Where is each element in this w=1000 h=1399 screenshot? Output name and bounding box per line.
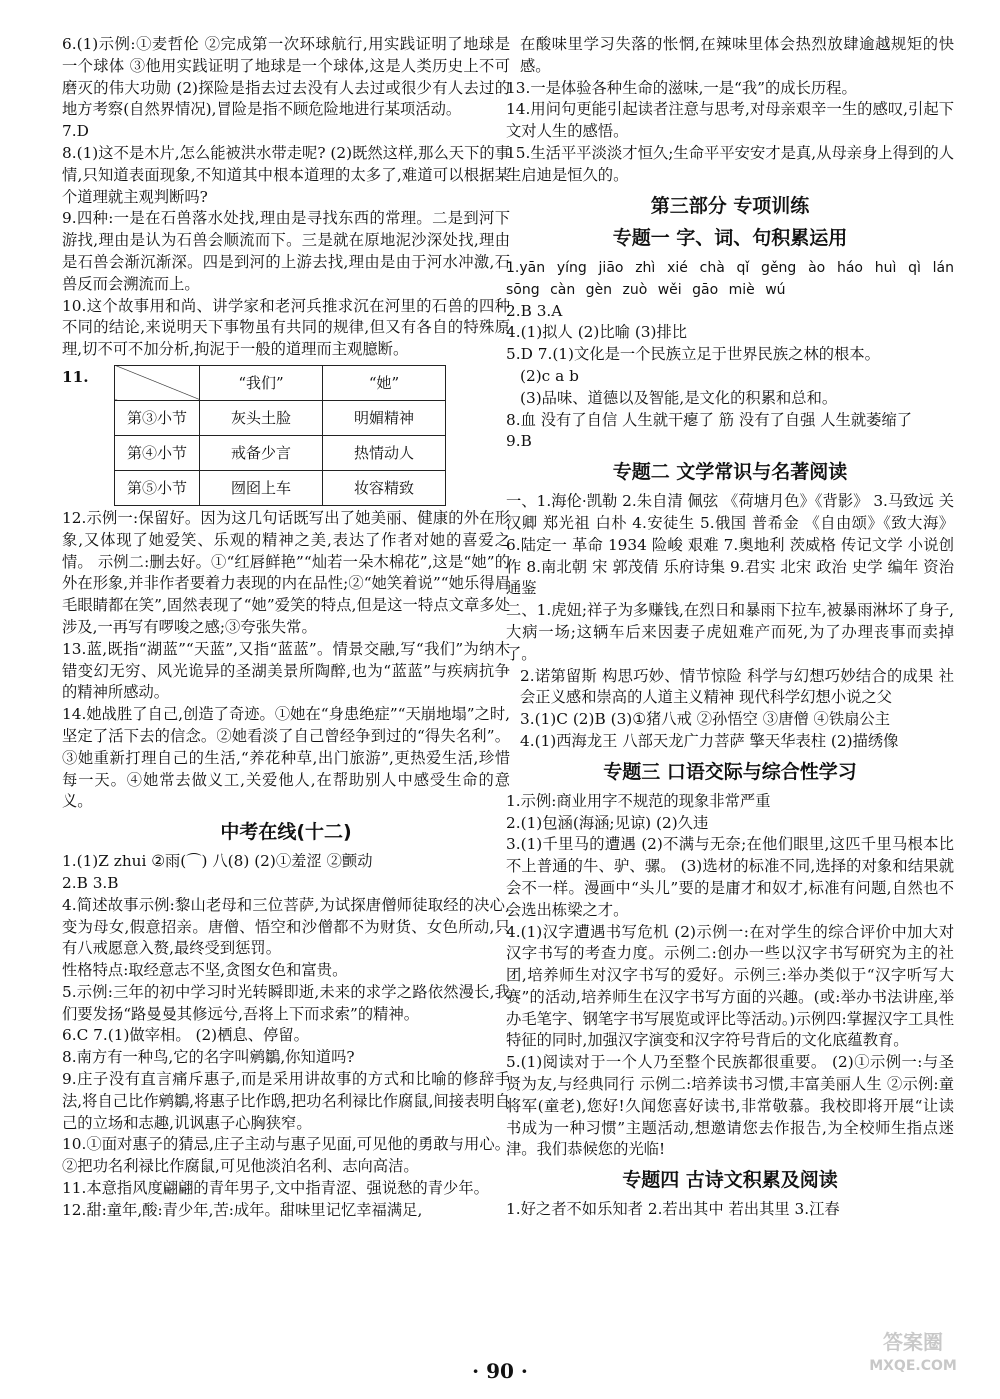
table-row-label: 第③小节	[115, 400, 200, 435]
table-header: “她”	[323, 365, 446, 400]
zk-answer-12: 12.甜:童年,酸:青少年,苦:成年。甜味里记忆幸福满足,	[62, 1200, 423, 1219]
zk-answer-2: 2.B 3.B	[62, 873, 119, 892]
zk-answer-10: 10.①面对惠子的猜忌,庄子主动与惠子见面,可见他的勇敢与用心。②把功名利禄比作腐鼠,可见他淡泊名利、志向高洁。	[62, 1135, 510, 1176]
topic-four-title: 专题四 古诗文积累及阅读	[622, 1169, 838, 1192]
section-title-zhongkao: 中考在线(十二)	[220, 821, 352, 844]
table-row	[115, 400, 446, 435]
topic1-answer-2: 2.B 3.A	[506, 301, 563, 320]
zk-answer-11: 11.本意指风度翩翩的青年男子,文中指青涩、强说愁的青少年。	[62, 1179, 489, 1198]
topic2-answer-2: 2.诺第留斯 构思巧妙、情节惊险 科学与幻想巧妙结合的成果 社会正义感和崇高的人道主义精神 现代科学幻想小说之父	[520, 666, 954, 707]
zk-answer-1: 1.(1)Z zhui ②雨(⌒) 八(8) (2)①羞涩 ②颤动	[62, 852, 373, 871]
watermark-logo	[838, 1330, 988, 1390]
table-cell: 囫囵上车	[200, 470, 323, 505]
topic4-answer-1: 1.好之者不如乐知者 2.若出其中 若出其里 3.江春	[506, 1200, 840, 1219]
topic1-answer-8: 8.血 没有了自信 人生就干瘪了 筋 没有了自强 人生就萎缩了	[506, 410, 913, 429]
table-header: “我们”	[200, 365, 323, 400]
topic1-answer-5b: (2)c a b	[520, 366, 579, 385]
table-cell: 热情动人	[323, 435, 446, 470]
topic2-answer-3: 3.(1)C (2)B (3)①猪八戒 ②孙悟空 ③唐僧 ④铁扇公主	[520, 710, 891, 729]
topic1-answer-5: 5.D 7.(1)文化是一个民族立足于世界民族之林的根本。	[506, 345, 880, 364]
topic3-answer-5: 5.(1)阅读对于一个人乃至整个民族都很重要。 (2)①示例一:与圣贤为友,与经典同行 示例二:培养读书习惯,丰富美丽人生 ②示例:童将军(童老),您好!久闻您喜好读书,非常敬慕。我校即将开展“让读书成为一种习惯”主题活动,想邀请您去作报告,为全校师生指点迷津。我们恭候您的光临!	[506, 1053, 954, 1159]
answer-8: 8.(1)这不是木片,怎么能被洪水带走呢? (2)既然这样,那么天下的事情,只知道表面现象,不知道其中根本道理的太多了,难道可以根据某个道理就主观判断吗?	[62, 143, 510, 206]
answer-14: 14.她战胜了自己,创造了奇迹。①她在“身患绝症”“天崩地塌”之时,坚定了活下去的信念。②她看淡了自己曾经争到过的“得失名利”。③她重新打理自己的生活,“养花种草,出门旅游”,更热爱生活,珍惜每一天。④她常去做义工,关爱他人,在帮助别人中感受生命的意义。	[62, 705, 510, 811]
watermark-line-1: 答案圈	[883, 1330, 943, 1354]
table-row-label: 第⑤小节	[115, 470, 200, 505]
answer-6: 6.(1)示例:①麦哲伦 ②完成第一次环球航行,用实践证明了地球是一个球体 ③他用实践证明了地球是一个球体,这是人类历史上不可磨灭的伟大功勋 (2)探险是指去过去没有人去过或很少有人去过的地方考察(自然界情况),冒险是指不顾危险地进行某项活动。	[62, 35, 510, 119]
topic1-answer-5c: (3)品味、道德以及智能,是文化的积累和总和。	[520, 388, 838, 407]
answer-7: 7.D	[62, 122, 89, 141]
topic3-answer-2: 2.(1)包涵(海涵;见谅) (2)久违	[506, 813, 709, 832]
zk-answer-5: 5.示例:三年的初中学习时光转瞬即逝,未来的求学之路依然漫长,我们要发扬“路曼曼其修远兮,吾将上下而求索”的精神。	[62, 982, 510, 1023]
page-number: · 90 ·	[472, 1359, 528, 1383]
topic1-answer-1: 1.yān yíng jiāo zhì xié chà qǐ gěng ào háo huì qì lán sōng càn gèn zuò wěi gāo miè wú	[506, 259, 954, 298]
table-header-row	[115, 365, 446, 400]
answer-11	[62, 365, 510, 506]
part-three-title: 第三部分 专项训练	[650, 194, 810, 217]
right-column	[506, 34, 954, 1221]
answer-12: 12.示例一:保留好。因为这几句话既写出了她美丽、健康的外在形象,又体现了她爱笑、乐观的精神之美,表达了作者对她的喜爱之情。 示例二:删去好。①“红唇鲜艳”“灿若一朵木棉花”,这是“她”的外在形象,并非作者要着力表现的内在品性;②“她笑着说”“她乐得眉毛眼睛都在笑”,固然表现了“她”爱笑的特点,但是这一特点文章多处涉及,一再写有啰唆之感;③夸张失常。	[62, 508, 510, 636]
answer-13: 13.一是体验各种生命的滋味,一是“我”的成长历程。	[506, 78, 857, 97]
topic3-answer-4: 4.(1)汉字遭遇书写危机 (2)示例一:在对学生的综合评价中加大对汉字书写的考查力度。示例二:创办一些以汉字书写研究为主的社团,培养师生对汉字书写的爱好。示例三:举办类似于“汉字听写大赛”的活动,培养师生在汉字书写方面的兴趣。(或:举办书法讲座,举办毛笔字、钢笔字书写展览或评比等活动。)示例四:掌握汉字工具性特征的同时,加强汉字演变和汉字符号背后的文化底蕴教育。	[506, 922, 954, 1050]
answer-11-number: 11.	[62, 367, 89, 386]
table-row-label: 第④小节	[115, 435, 200, 470]
table-cell: 妆容精致	[323, 470, 446, 505]
answer-table	[114, 365, 446, 506]
answer-14: 14.用问句更能引起读者注意与思考,对母亲艰辛一生的感叹,引起下文对人生的感悟。	[506, 100, 954, 141]
answer-15: 15.生活平平淡淡才恒久;生命平平安安才是真,从母亲身上得到的人生启迪是恒久的。	[506, 143, 954, 184]
topic3-answer-1: 1.示例:商业用字不规范的现象非常严重	[506, 791, 771, 810]
answer-12-cont: 在酸味里学习失落的怅惘,在辣味里体会热烈放肆逾越规矩的快感。	[520, 35, 954, 75]
topic-two-title: 专题二 文学常识与名著阅读	[612, 461, 848, 484]
topic2-answer-4: 4.(1)西海龙王 八部天龙广力菩萨 擎天华表柱 (2)描绣像	[520, 731, 899, 750]
left-column	[62, 34, 510, 1222]
zk-answer-8: 8.南方有一种鸟,它的名字叫鹓鶵,你知道吗?	[62, 1048, 355, 1067]
zk-answer-6: 6.C 7.(1)做宰相。 (2)栖息、停留。	[62, 1026, 309, 1045]
topic2-part-1: 一、1.海伦·凯勒 2.朱自清 佩弦 《荷塘月色》《背影》 3.马致远 关汉卿 郑光祖 白朴 4.安徒生 5.俄国 普希金 《自由颂》《致大海》 6.陆定一 革命 1934 险峻 艰难 7.奥地利 茨威格 传记文学 小说创作 8.南北朝 宋 郭茂倩 乐府诗集 9.君实 北宋 政治 史学 编年 资治通鉴	[506, 492, 954, 598]
topic3-answer-3: 3.(1)千里马的遭遇 (2)不满与无奈;在他们眼里,这匹千里马根本比不上普通的牛、驴、骡。 (3)选材的标准不同,选择的对象和结果就会不一样。漫画中“头儿”要的是庸才和奴才,标准有问题,自然也不会选出栋梁之才。	[506, 835, 954, 919]
watermark-line-2: MXQE.COM	[869, 1358, 957, 1374]
table-cell: 明媚精神	[323, 400, 446, 435]
topic1-answer-4: 4.(1)拟人 (2)比喻 (3)排比	[506, 323, 688, 342]
answer-10: 10.这个故事用和尚、讲学家和老河兵推求沉在河里的石兽的四种不同的结论,来说明天下事物虽有共同的规律,但又有各自的特殊原理,切不可不加分析,拘泥于一般的道理而主观臆断。	[62, 296, 510, 359]
zk-answer-9: 9.庄子没有直言痛斥惠子,而是采用讲故事的方式和比喻的修辞手法,将自己比作鹓鶵,将惠子比作鸱,把功名利禄比作腐鼠,间接表明自己的立场和志趣,讥讽惠子心胸狭窄。	[62, 1070, 510, 1132]
zk-answer-4: 4.简述故事示例:黎山老母和三位菩萨,为试探唐僧师徒取经的决心,变为母女,假意招亲。唐僧、悟空和沙僧都不为财货、女色所动,只有八戒愿意入赘,最终受到惩罚。	[62, 895, 510, 958]
table-row	[115, 435, 446, 470]
table-row	[115, 470, 446, 505]
topic2-part-2: 二、1.虎妞;祥子为多赚钱,在烈日和暴雨下拉车,被暴雨淋坏了身子,大病一场;这辆车后来因妻子虎妞难产而死,为了办理丧事而卖掉了。	[506, 601, 954, 663]
zk-answer-4-trait: 性格特点:取经意志不坚,贪图女色和富贵。	[62, 961, 348, 980]
topic1-answer-9: 9.B	[506, 432, 532, 451]
answer-13: 13.蓝,既指“湖蓝”“天蓝”,又指“蓝蓝”。情景交融,写“我们”为纳木错变幻无穷、风光诡异的圣湖美景所陶醉,也为“蓝蓝”与疾病抗争的精神所感动。	[62, 639, 510, 702]
topic-one-title: 专题一 字、词、句积累运用	[612, 226, 848, 249]
table-cell: 戒备少言	[200, 435, 323, 470]
table-cell: 灰头土脸	[200, 400, 323, 435]
topic-three-title: 专题三 口语交际与综合性学习	[603, 760, 857, 783]
table-corner-cell	[115, 365, 200, 400]
answer-9: 9.四种:一是在石兽落水处找,理由是寻找东西的常理。二是到河下游找,理由是认为石兽会顺流而下。三是就在原地泥沙深处找,理由是石兽会渐沉渐深。四是到河的上游去找,理由是由于河水冲激,石兽反而会溯流而上。	[62, 209, 510, 293]
